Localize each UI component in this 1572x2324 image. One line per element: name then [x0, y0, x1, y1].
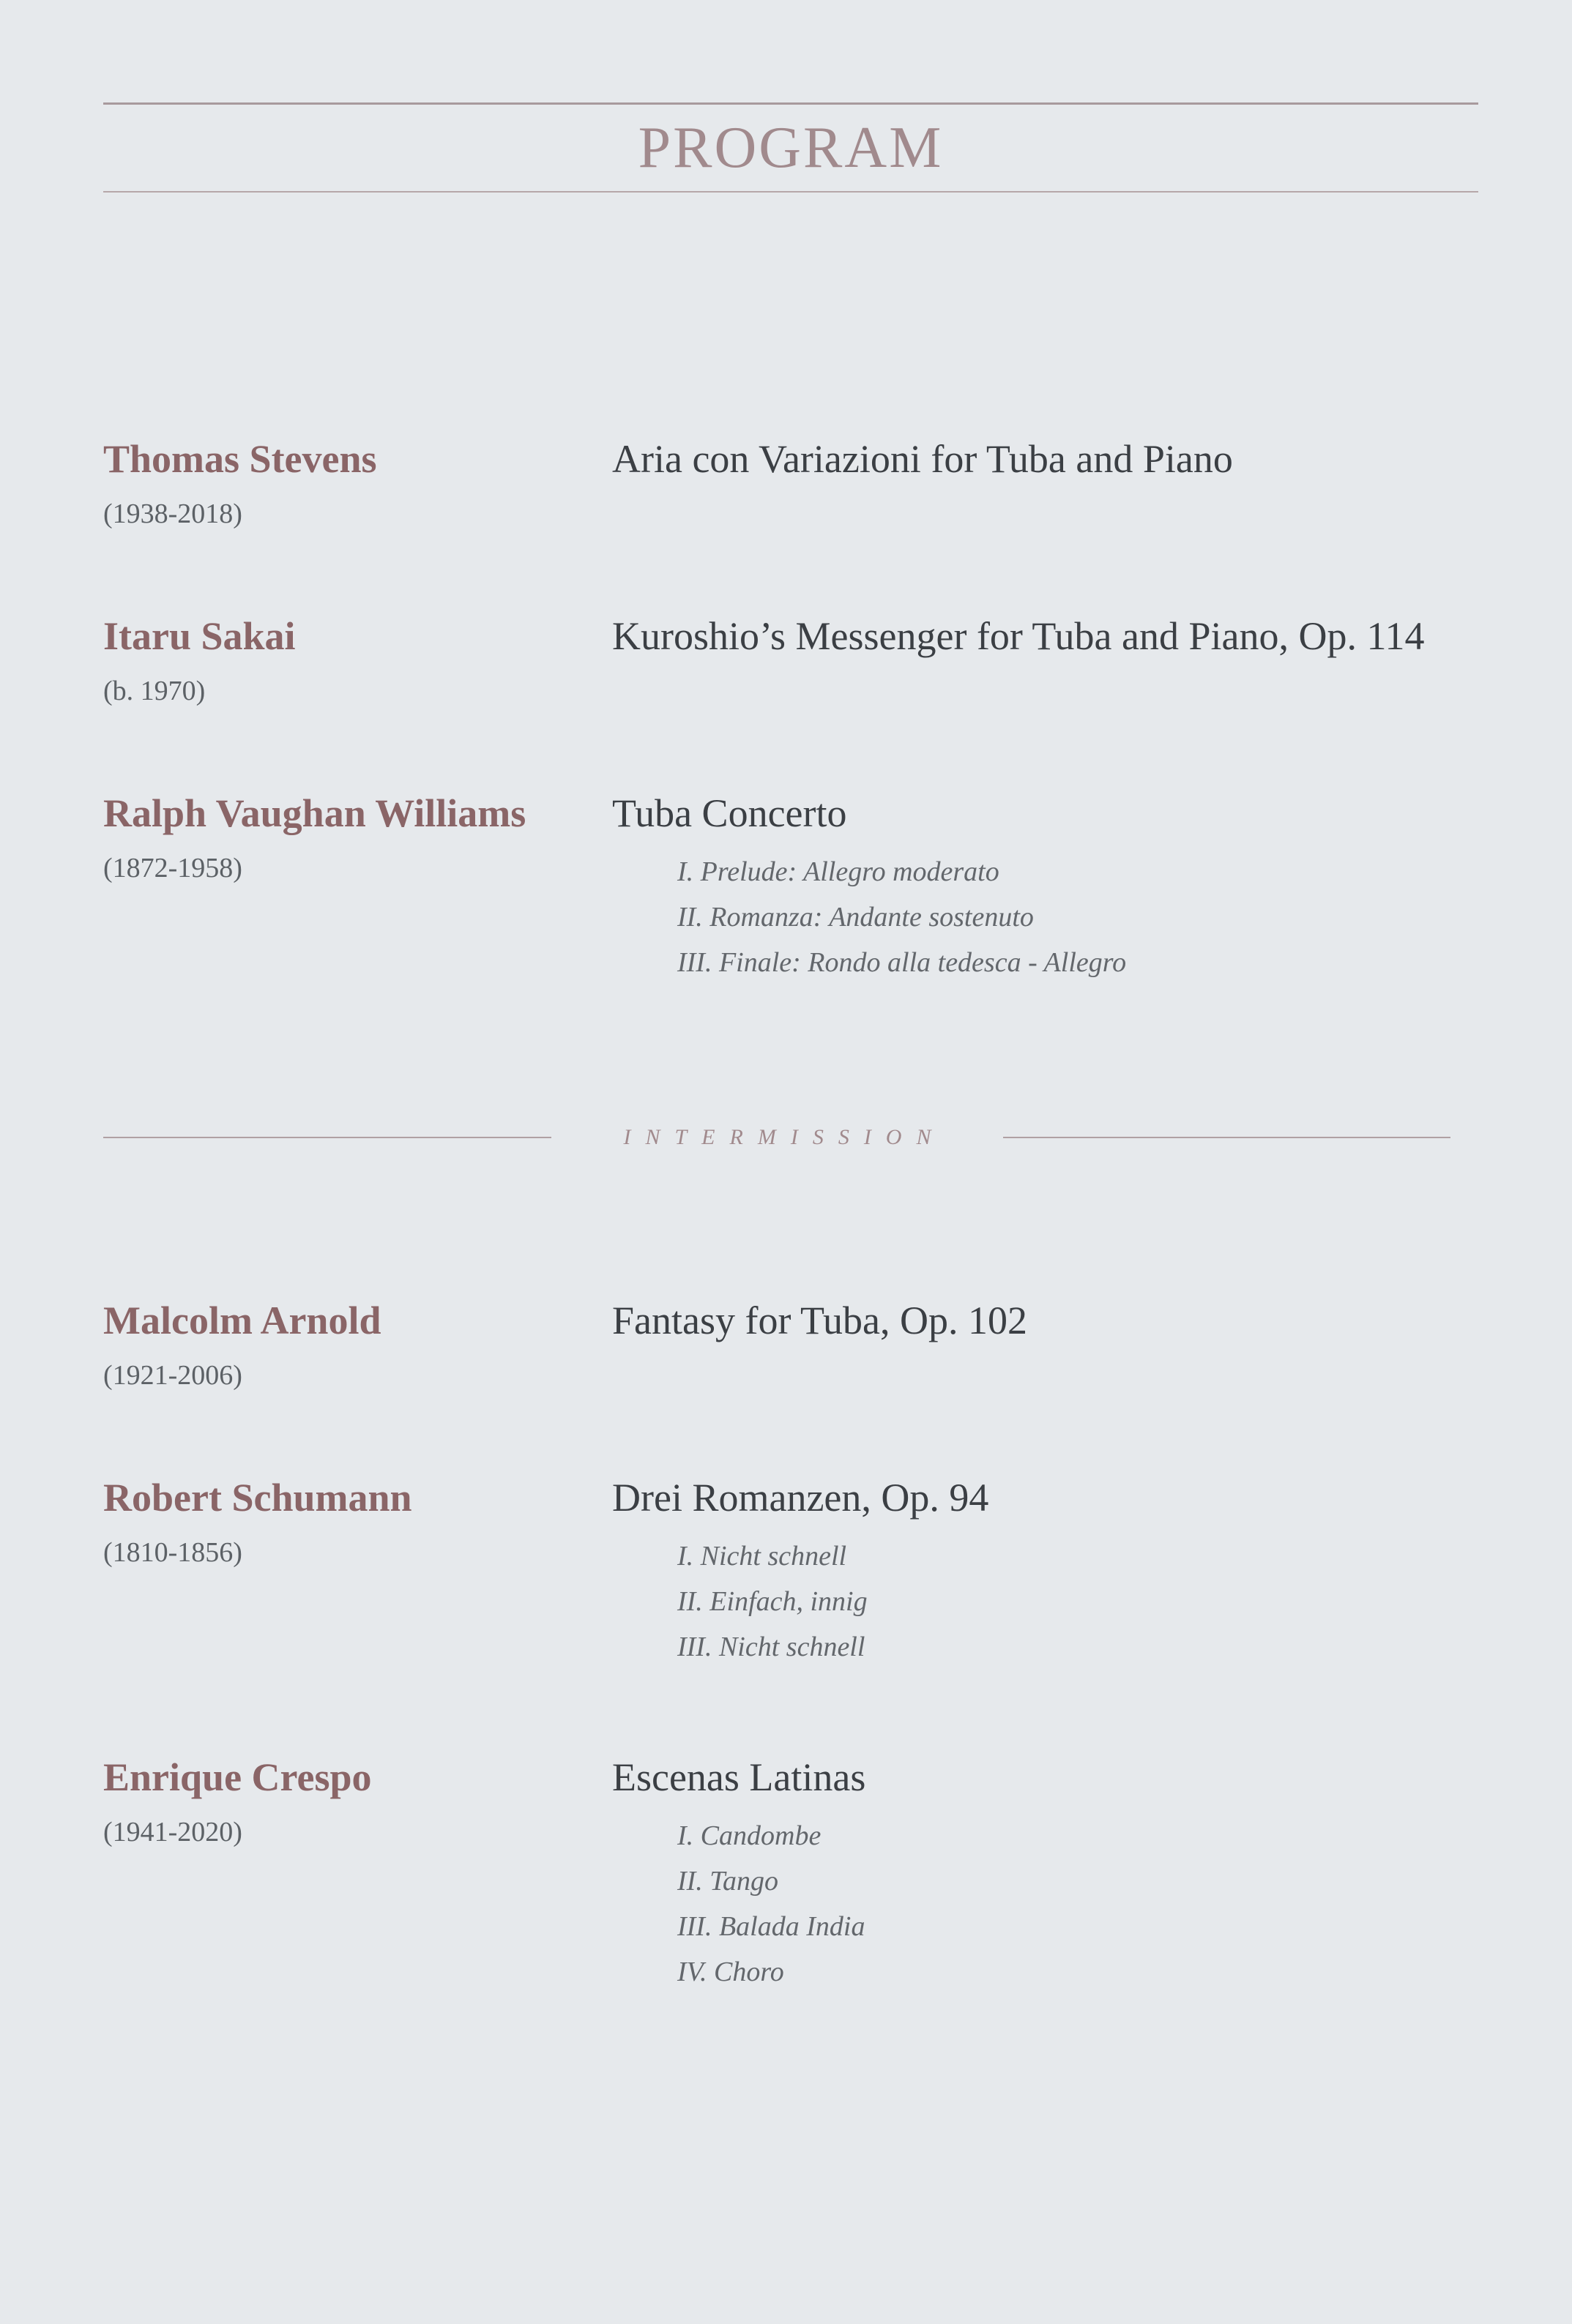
page-title: PROGRAM [638, 116, 944, 180]
composer-dates: (1941-2020) [103, 1817, 242, 1847]
program-entry [103, 1301, 1478, 1390]
movement-item: III. Finale: Rondo alla tedesca - Allegro [677, 947, 1127, 978]
movement-item: III. Nicht schnell [677, 1632, 865, 1662]
piece-column [612, 616, 1478, 706]
program-entry [103, 1757, 1478, 1995]
piece-column [612, 439, 1478, 528]
composer-column [103, 1301, 612, 1390]
page-header [103, 102, 1478, 193]
second-half [103, 1301, 1478, 1995]
movement-list [612, 1813, 1478, 1995]
composer-dates: (b. 1970) [103, 676, 206, 706]
intermission-line-right [1003, 1137, 1450, 1138]
composer-dates: (1810-1856) [103, 1537, 242, 1568]
piece-column [612, 1478, 1478, 1670]
movement-item: III. Balada India [677, 1911, 865, 1942]
piece-column [612, 1301, 1478, 1390]
program-entry [103, 616, 1478, 706]
program-page [0, 102, 1572, 1995]
piece-column [612, 793, 1478, 985]
composer-name: Itaru Sakai [103, 614, 296, 658]
piece-title: Kuroshio’s Messenger for Tuba and Piano, Op. 114 [612, 614, 1425, 658]
movement-list [612, 849, 1478, 985]
movement-item: II. Tango [677, 1866, 778, 1897]
piece-title: Aria con Variazioni for Tuba and Piano [612, 437, 1233, 481]
title-underline [103, 191, 1478, 193]
first-half [103, 439, 1478, 985]
intermission-line-left [103, 1137, 551, 1138]
movement-item: II. Romanza: Andante sostenuto [677, 902, 1034, 933]
composer-column [103, 616, 612, 706]
composer-column [103, 439, 612, 528]
piece-column [612, 1757, 1478, 1995]
program-entry [103, 1478, 1478, 1670]
composer-column [103, 1757, 612, 1995]
composer-dates: (1872-1958) [103, 853, 242, 883]
piece-title: Tuba Concerto [612, 791, 847, 835]
piece-title: Drei Romanzen, Op. 94 [612, 1476, 989, 1520]
movement-item: II. Einfach, innig [677, 1586, 868, 1617]
movement-item: IV. Choro [677, 1957, 784, 1987]
composer-name: Ralph Vaughan Williams [103, 791, 526, 835]
piece-title: Fantasy for Tuba, Op. 102 [612, 1299, 1028, 1342]
composer-dates: (1938-2018) [103, 498, 242, 529]
intermission-label: INTERMISSION [623, 1125, 946, 1149]
composer-name: Thomas Stevens [103, 437, 377, 481]
movement-list [612, 1533, 1478, 1670]
movement-item: I. Candombe [677, 1820, 822, 1851]
composer-dates: (1921-2006) [103, 1360, 242, 1391]
composer-column [103, 1478, 612, 1670]
movement-item: I. Prelude: Allegro moderato [677, 856, 999, 887]
composer-name: Enrique Crespo [103, 1755, 372, 1799]
composer-name: Robert Schumann [103, 1476, 412, 1520]
program-entry [103, 793, 1478, 985]
composer-column [103, 793, 612, 985]
movement-item: I. Nicht schnell [677, 1541, 847, 1572]
composer-name: Malcolm Arnold [103, 1299, 381, 1342]
piece-title: Escenas Latinas [612, 1755, 866, 1799]
intermission-divider [103, 1124, 1450, 1151]
program-entry [103, 439, 1478, 528]
